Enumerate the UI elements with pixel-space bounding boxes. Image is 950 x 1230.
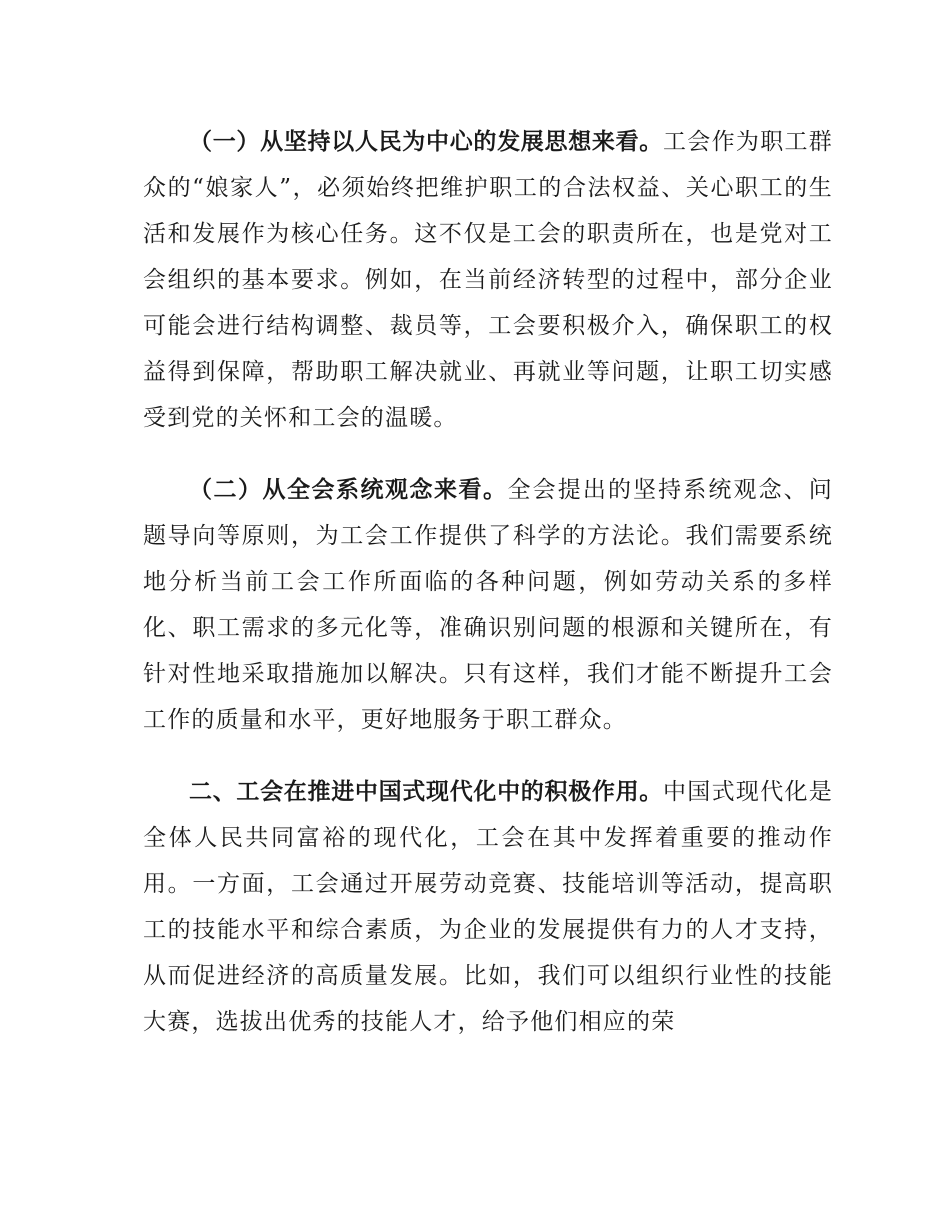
paragraph-heading: （二）从全会系统观念来看。 bbox=[189, 477, 508, 503]
paragraph-people-centered bbox=[143, 119, 833, 441]
paragraph-text: 全会提出的坚持系统观念、问题导向等原则，为工会工作提供了科学的方法论。我们需要系统地分析当前工会工作所面临的各种问题，例如劳动关系的多样化、职工需求的多元化等，准确识别问题的根源和关键所在，有针对性地采取措施加以解决。只有这样，我们才能不断提升工会工作的质量和水平，更好地服务于职工群众。 bbox=[143, 477, 833, 733]
paragraph-modernization-role bbox=[143, 769, 833, 1045]
paragraph-heading: 二、工会在推进中国式现代化中的积极作用。 bbox=[189, 779, 663, 805]
paragraph-text: 工会作为职工群众的“娘家人”，必须始终把维护职工的合法权益、关心职工的生活和发展作为核心任务。这不仅是工会的职责所在，也是党对工会组织的基本要求。例如，在当前经济转型的过程中，部分企业可能会进行结构调整、裁员等，工会要积极介入，确保职工的权益得到保障，帮助职工解决就业、再就业等问题，让职工切实感受到党的关怀和工会的温暖。 bbox=[143, 129, 833, 431]
paragraph-systems-view bbox=[143, 467, 833, 743]
paragraph-heading: （一）从坚持以人民为中心的发展思想来看。 bbox=[189, 129, 663, 155]
document-body bbox=[143, 119, 833, 1071]
paragraph-text: 中国式现代化是全体人民共同富裕的现代化，工会在其中发挥着重要的推动作用。一方面，工会通过开展劳动竞赛、技能培训等活动，提高职工的技能水平和综合素质，为企业的发展提供有力的人才支持，从而促进经济的高质量发展。比如，我们可以组织行业性的技能大赛，选拔出优秀的技能人才，给予他们相应的荣 bbox=[143, 779, 833, 1035]
